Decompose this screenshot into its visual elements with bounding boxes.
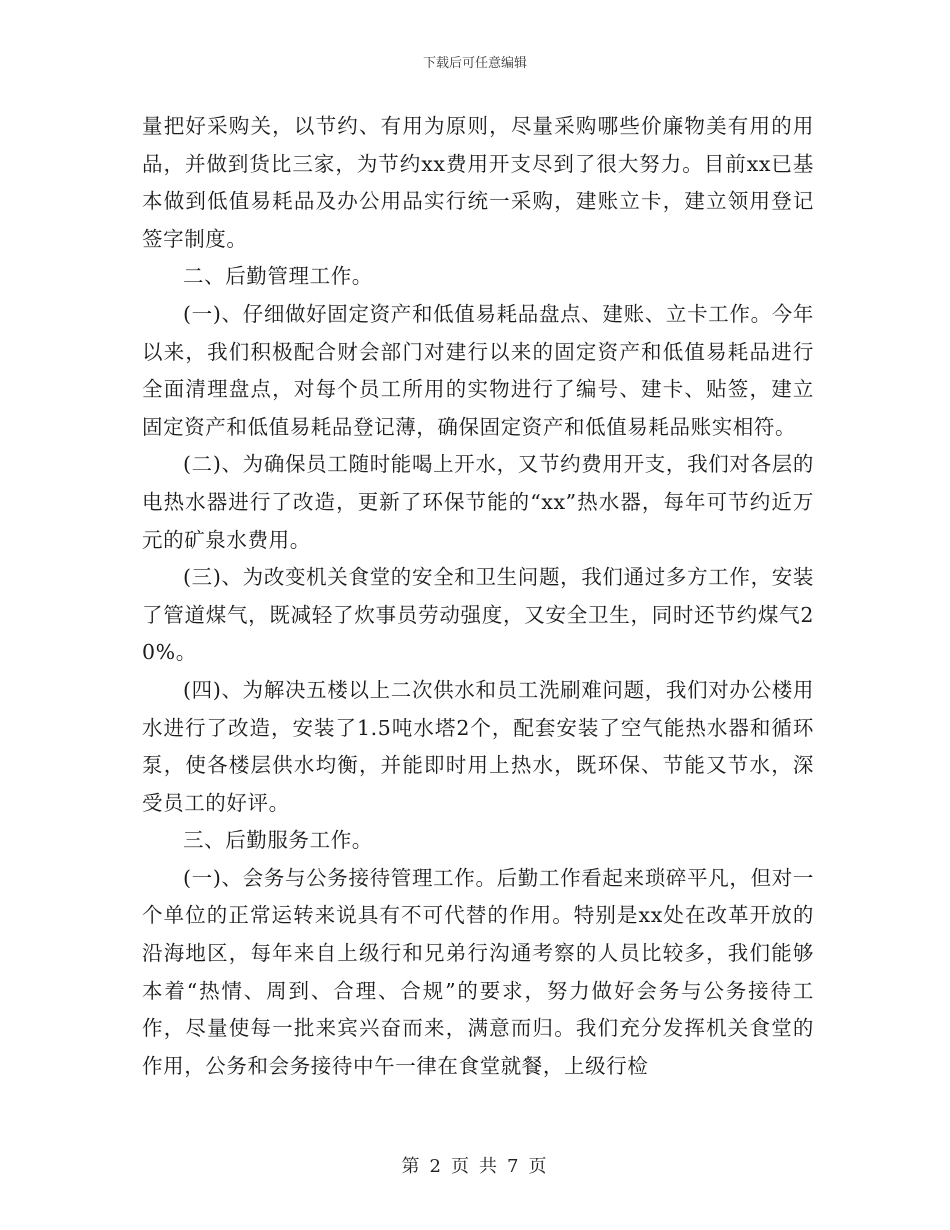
section-heading-logistics-service: 三、后勤服务工作。 <box>183 828 373 853</box>
document-body <box>142 108 814 1085</box>
paragraph-water-heater: (二)、为确保员工随时能喝上开水，又节约费用开支，我们对各层的电热水器进行了改造，更新了环保节能的“xx”热水器，每年可节约近万元的矿泉水费用。 <box>142 452 814 552</box>
footer-page-unit: 页 <box>451 1156 471 1177</box>
paragraph-canteen-gas: (三)、为改变机关食堂的安全和卫生问题，我们通过多方工作，安装了管道煤气，既减轻了炊事员劳动强度，又安全卫生，同时还节约煤气20%。 <box>142 565 814 665</box>
paragraph-water-supply: (四)、为解决五楼以上二次供水和员工洗刷难问题，我们对办公楼用水进行了改造，安装了1.5吨水塔2个，配套安装了空气能热水器和循环泵，使各楼层供水均衡，并能即时用上热水，既环保、节能又节水，深受员工的好评。 <box>142 677 814 815</box>
footer-prefix: 第 <box>401 1156 422 1177</box>
paragraph-continuation: 量把好采购关，以节约、有用为原则，尽量采购哪些价廉物美有用的用品，并做到货比三家，为节约xx费用开支尽到了很大努力。目前xx已基本做到低值易耗品及办公用品实行统一采购，建账立卡，建立领用登记签字制度。 <box>142 114 814 251</box>
paragraph-asset-inventory: (一)、仔细做好固定资产和低值易耗品盘点、建账、立卡工作。今年以来，我们积极配合财会部门对建行以来的固定资产和低值易耗品进行全面清理盘点，对每个员工所用的实物进行了编号、建卡、贴签，建立固定资产和低值易耗品登记薄，确保固定资产和低值易耗品账实相符。 <box>142 301 814 439</box>
footer-current-page: 2 <box>429 1156 443 1177</box>
section-heading-logistics-management: 二、后勤管理工作。 <box>183 264 373 289</box>
page-header: 下载后可任意编辑 <box>422 56 527 71</box>
footer-total-unit: 页 <box>528 1156 549 1177</box>
page-footer <box>0 1152 950 1178</box>
paragraph-reception-management: (一)、会务与公务接待管理工作。后勤工作看起来琐碎平凡，但对一个单位的正常运转来说具有不可代替的作用。特别是xx处在改革开放的沿海地区，每年来自上级行和兄弟行沟通考察的人员比较多，我们能够本着“热情、周到、合理、合规”的要求，努力做好会务与公务接待工作，尽量使每一批来宾兴奋而来，满意而归。我们充分发挥机关食堂的作用，公务和会务接待中午一律在食堂就餐，上级行检 <box>142 865 814 1078</box>
footer-total-label: 共 <box>479 1156 499 1177</box>
footer-total-pages: 7 <box>507 1156 521 1177</box>
